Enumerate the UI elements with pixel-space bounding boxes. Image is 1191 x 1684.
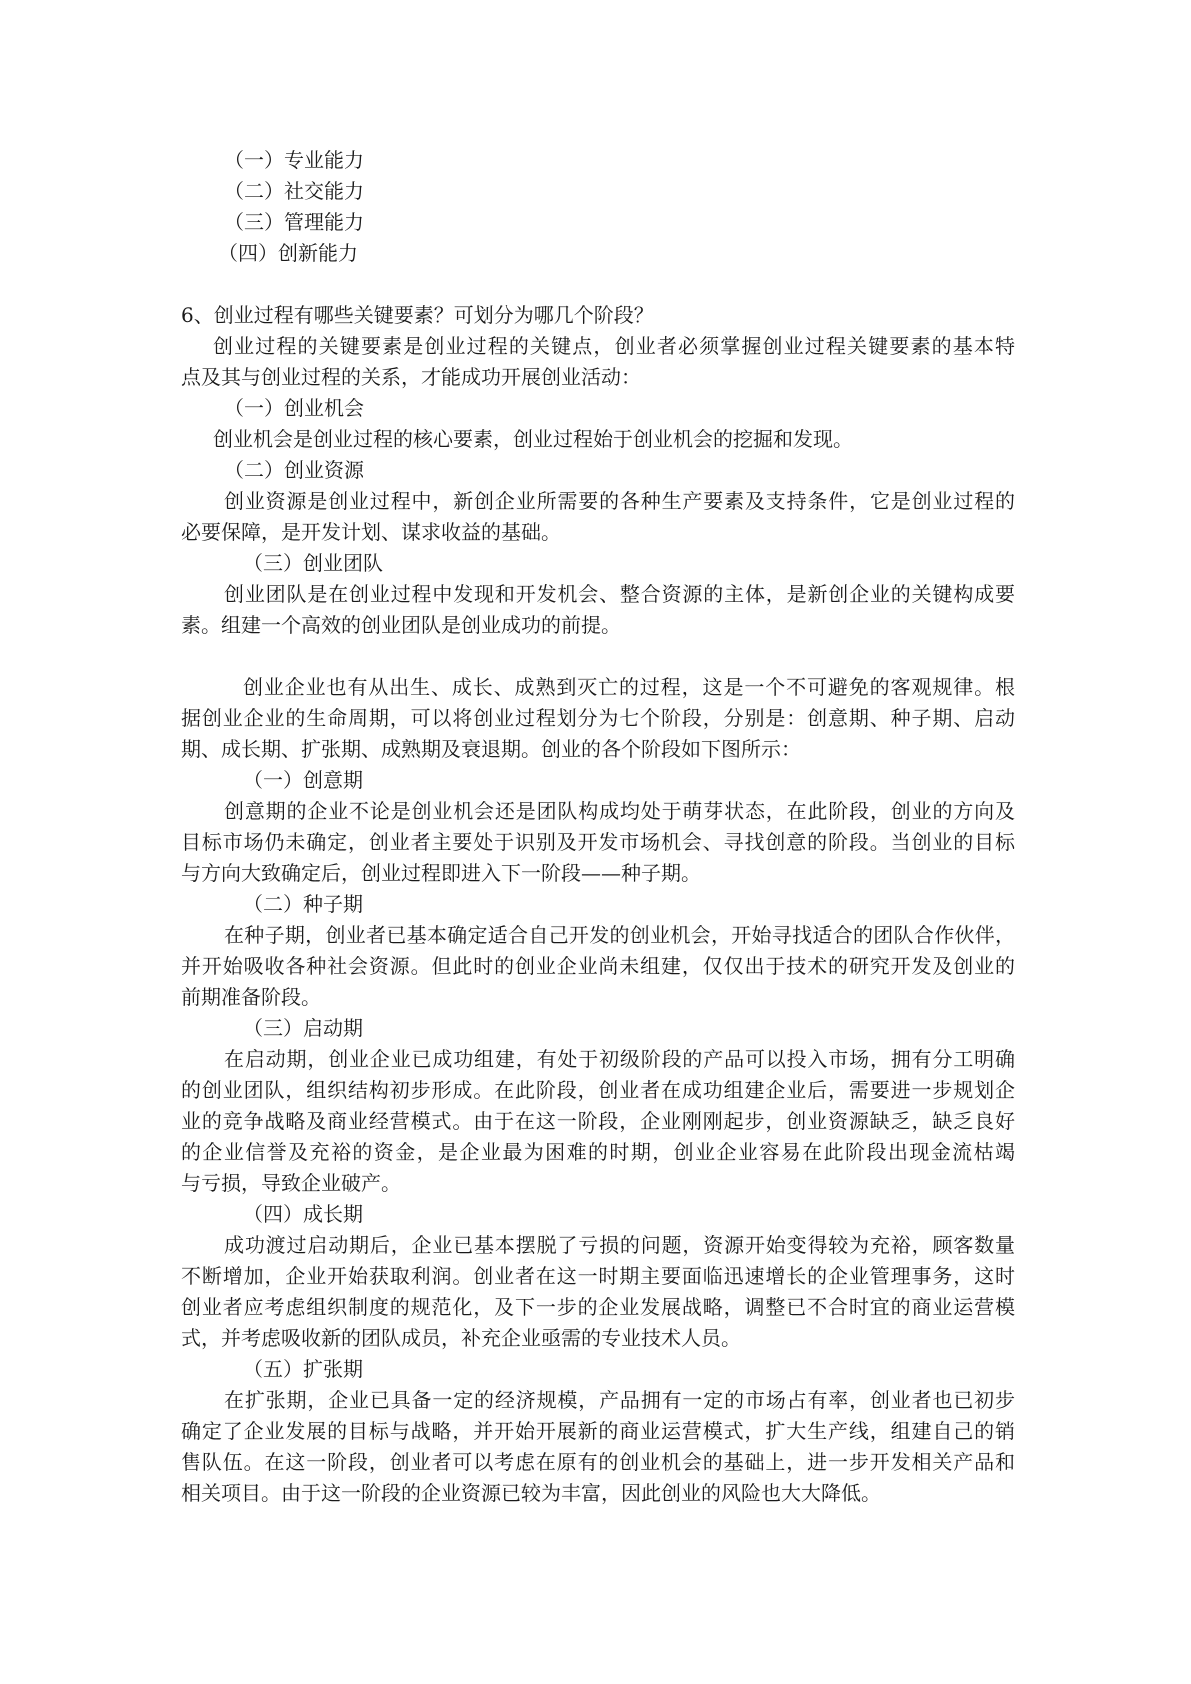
element-text: 创业机会是创业过程的核心要素，创业过程始于创业机会的挖掘和发现。 <box>213 427 853 451</box>
stage-text: 的创业团队，组织结构初步形成。在此阶段，创业者在成功组建企业后，需要进一步规划企 <box>181 1078 1015 1102</box>
stage-text: 在种子期，创业者已基本确定适合自己开发的创业机会，开始寻找适合的团队合作伙伴， <box>224 923 1015 947</box>
stage-text: 并开始吸收各种社会资源。但此时的创业企业尚未组建，仅仅出于技术的研究开发及创业的 <box>181 954 1015 978</box>
ability-item: （四）创新能力 <box>218 241 358 265</box>
stage-text: 的企业信誉及充裕的资金，是企业最为困难的时期，创业企业容易在此阶段出现金流枯竭 <box>181 1140 1015 1164</box>
stage-text: 确定了企业发展的目标与战略，并开始开展新的商业运营模式，扩大生产线，组建自己的销 <box>181 1419 1015 1443</box>
ability-item: （三）管理能力 <box>224 210 364 234</box>
lifecycle-line: 期、成长期、扩张期、成熟期及衰退期。创业的各个阶段如下图所示： <box>181 737 801 761</box>
element-text: 创业团队是在创业过程中发现和开发机会、整合资源的主体，是新创企业的关键构成要 <box>224 582 1015 606</box>
element-heading: （二）创业资源 <box>224 458 364 482</box>
element-text: 创业资源是创业过程中，新创企业所需要的各种生产要素及支持条件，它是创业过程的 <box>224 489 1015 513</box>
lifecycle-line: 创业企业也有从出生、成长、成熟到灭亡的过程，这是一个不可避免的客观规律。根 <box>243 675 1015 699</box>
ability-item: （一）专业能力 <box>224 148 364 172</box>
stage-text: 创业者应考虑组织制度的规范化，及下一步的企业发展战略，调整已不合时宜的商业运营模 <box>181 1295 1015 1319</box>
stage-text: 创意期的企业不论是创业机会还是团队构成均处于萌芽状态，在此阶段，创业的方向及 <box>224 799 1015 823</box>
stage-text: 与亏损，导致企业破产。 <box>181 1171 401 1195</box>
stage-heading: （五）扩张期 <box>243 1357 363 1381</box>
stage-text: 成功渡过启动期后，企业已基本摆脱了亏损的问题，资源开始变得较为充裕，顾客数量 <box>224 1233 1015 1257</box>
stage-text: 前期准备阶段。 <box>181 985 321 1009</box>
stage-text: 相关项目。由于这一阶段的企业资源已较为丰富，因此创业的风险也大大降低。 <box>181 1481 881 1505</box>
element-text: 必要保障，是开发计划、谋求收益的基础。 <box>181 520 561 544</box>
intro-line: 创业过程的关键要素是创业过程的关键点，创业者必须掌握创业过程关键要素的基本特 <box>213 334 1015 358</box>
stage-text: 与方向大致确定后，创业过程即进入下一阶段——种子期。 <box>181 861 701 885</box>
stage-text: 业的竞争战略及商业经营模式。由于在这一阶段，企业刚刚起步，创业资源缺乏，缺乏良好 <box>181 1109 1015 1133</box>
stage-heading: （四）成长期 <box>243 1202 363 1226</box>
stage-heading: （一）创意期 <box>243 768 363 792</box>
question-heading: 6、创业过程有哪些关键要素？可划分为哪几个阶段？ <box>181 303 654 327</box>
stage-heading: （二）种子期 <box>243 892 363 916</box>
element-heading: （一）创业机会 <box>224 396 364 420</box>
stage-heading: （三）启动期 <box>243 1016 363 1040</box>
element-heading: （三）创业团队 <box>243 551 383 575</box>
lifecycle-line: 据创业企业的生命周期，可以将创业过程划分为七个阶段，分别是：创意期、种子期、启动 <box>181 706 1015 730</box>
element-text: 素。组建一个高效的创业团队是创业成功的前提。 <box>181 613 621 637</box>
stage-text: 在启动期，创业企业已成功组建，有处于初级阶段的产品可以投入市场，拥有分工明确 <box>224 1047 1015 1071</box>
intro-line: 点及其与创业过程的关系，才能成功开展创业活动： <box>181 365 641 389</box>
stage-text: 在扩张期，企业已具备一定的经济规模，产品拥有一定的市场占有率，创业者也已初步 <box>224 1388 1015 1412</box>
stage-text: 售队伍。在这一阶段，创业者可以考虑在原有的创业机会的基础上，进一步开发相关产品和 <box>181 1450 1015 1474</box>
stage-text: 目标市场仍未确定，创业者主要处于识别及开发市场机会、寻找创意的阶段。当创业的目标 <box>181 830 1015 854</box>
ability-item: （二）社交能力 <box>224 179 364 203</box>
stage-text: 不断增加，企业开始获取利润。创业者在这一时期主要面临迅速增长的企业管理事务，这时 <box>181 1264 1015 1288</box>
stage-text: 式，并考虑吸收新的团队成员，补充企业亟需的专业技术人员。 <box>181 1326 741 1350</box>
